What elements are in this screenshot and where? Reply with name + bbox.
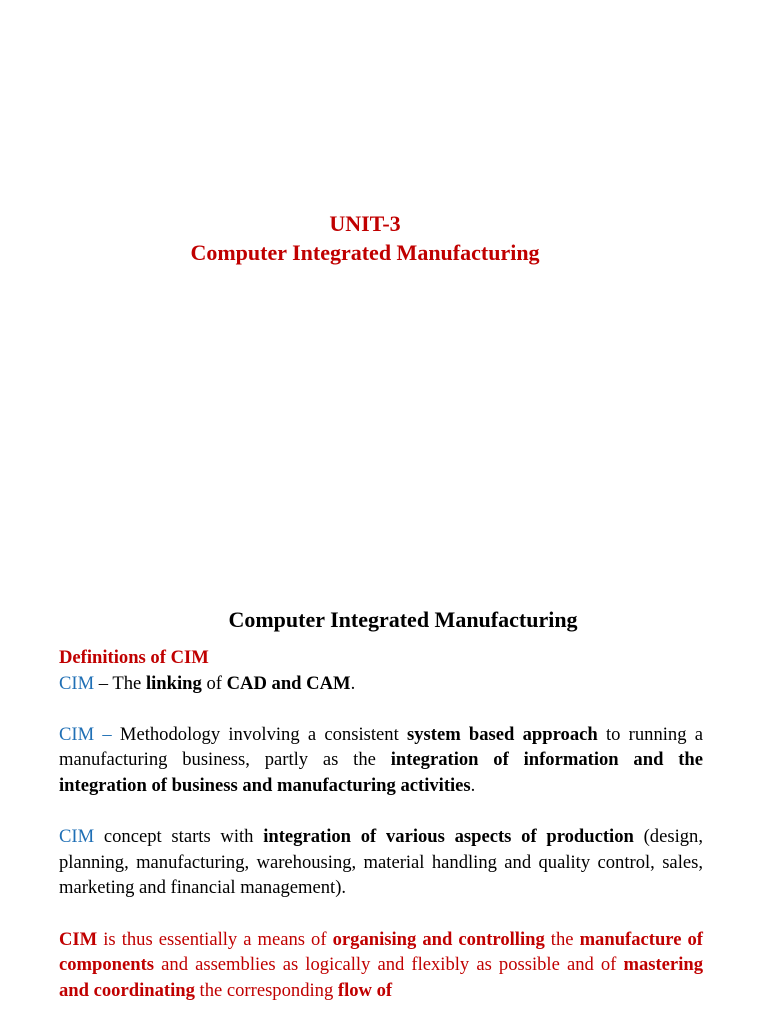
- definition-text: the: [544, 928, 580, 950]
- document-title: Computer Integrated Manufacturing: [190, 240, 540, 265]
- bold-phrase: flow of: [337, 979, 393, 1001]
- bold-phrase: CAD and CAM: [226, 672, 351, 694]
- unit-label: UNIT-3: [329, 211, 401, 236]
- definition-text: concept starts with: [94, 826, 264, 848]
- paragraph-gap: [59, 901, 703, 927]
- definition-text: the corresponding: [194, 979, 338, 1001]
- definition-text: of: [201, 672, 227, 694]
- cim-dash: –: [94, 723, 112, 745]
- definition-text: to running a manufacturing business, partly as the: [59, 723, 703, 771]
- title-block: [0, 210, 730, 268]
- definition-text: – The: [94, 672, 146, 694]
- definition-text: and assemblies as logically and flexibly as possible and of: [154, 954, 624, 976]
- definition-3: [59, 824, 703, 901]
- cim-term: CIM: [59, 672, 95, 694]
- definitions-heading: Definitions of CIM: [59, 647, 209, 668]
- bold-phrase: integration of various aspects of production: [263, 826, 634, 848]
- cim-term: CIM: [59, 826, 95, 848]
- definition-text: is thus essentially a means of: [97, 928, 333, 950]
- definition-1: [59, 671, 703, 697]
- definition-text: .: [350, 672, 356, 694]
- bold-phrase: organising and controlling: [332, 928, 545, 950]
- definition-4: [59, 927, 703, 1004]
- bold-phrase: mastering and coordinating: [59, 954, 703, 1001]
- paragraph-gap: [59, 696, 703, 722]
- bold-phrase: manufacture of components: [59, 928, 703, 976]
- definition-2: [59, 722, 703, 799]
- definition-text: Methodology involving a consistent: [111, 723, 407, 745]
- paragraph-gap: [59, 799, 703, 825]
- definition-text: .: [470, 774, 476, 796]
- cim-term: CIM: [59, 928, 98, 950]
- bold-phrase: system based approach: [406, 723, 598, 745]
- cim-term: CIM: [59, 723, 95, 745]
- bold-phrase: linking: [145, 672, 202, 694]
- bold-phrase: integration of information and the integration of business and manufacturing activities: [59, 749, 704, 796]
- definition-text: (design, planning, manufacturing, warehousing, material handling and quality control, sales, marketing and financial management).: [59, 826, 703, 899]
- definitions-content: [59, 645, 703, 1003]
- section-heading: Computer Integrated Manufacturing: [228, 607, 578, 632]
